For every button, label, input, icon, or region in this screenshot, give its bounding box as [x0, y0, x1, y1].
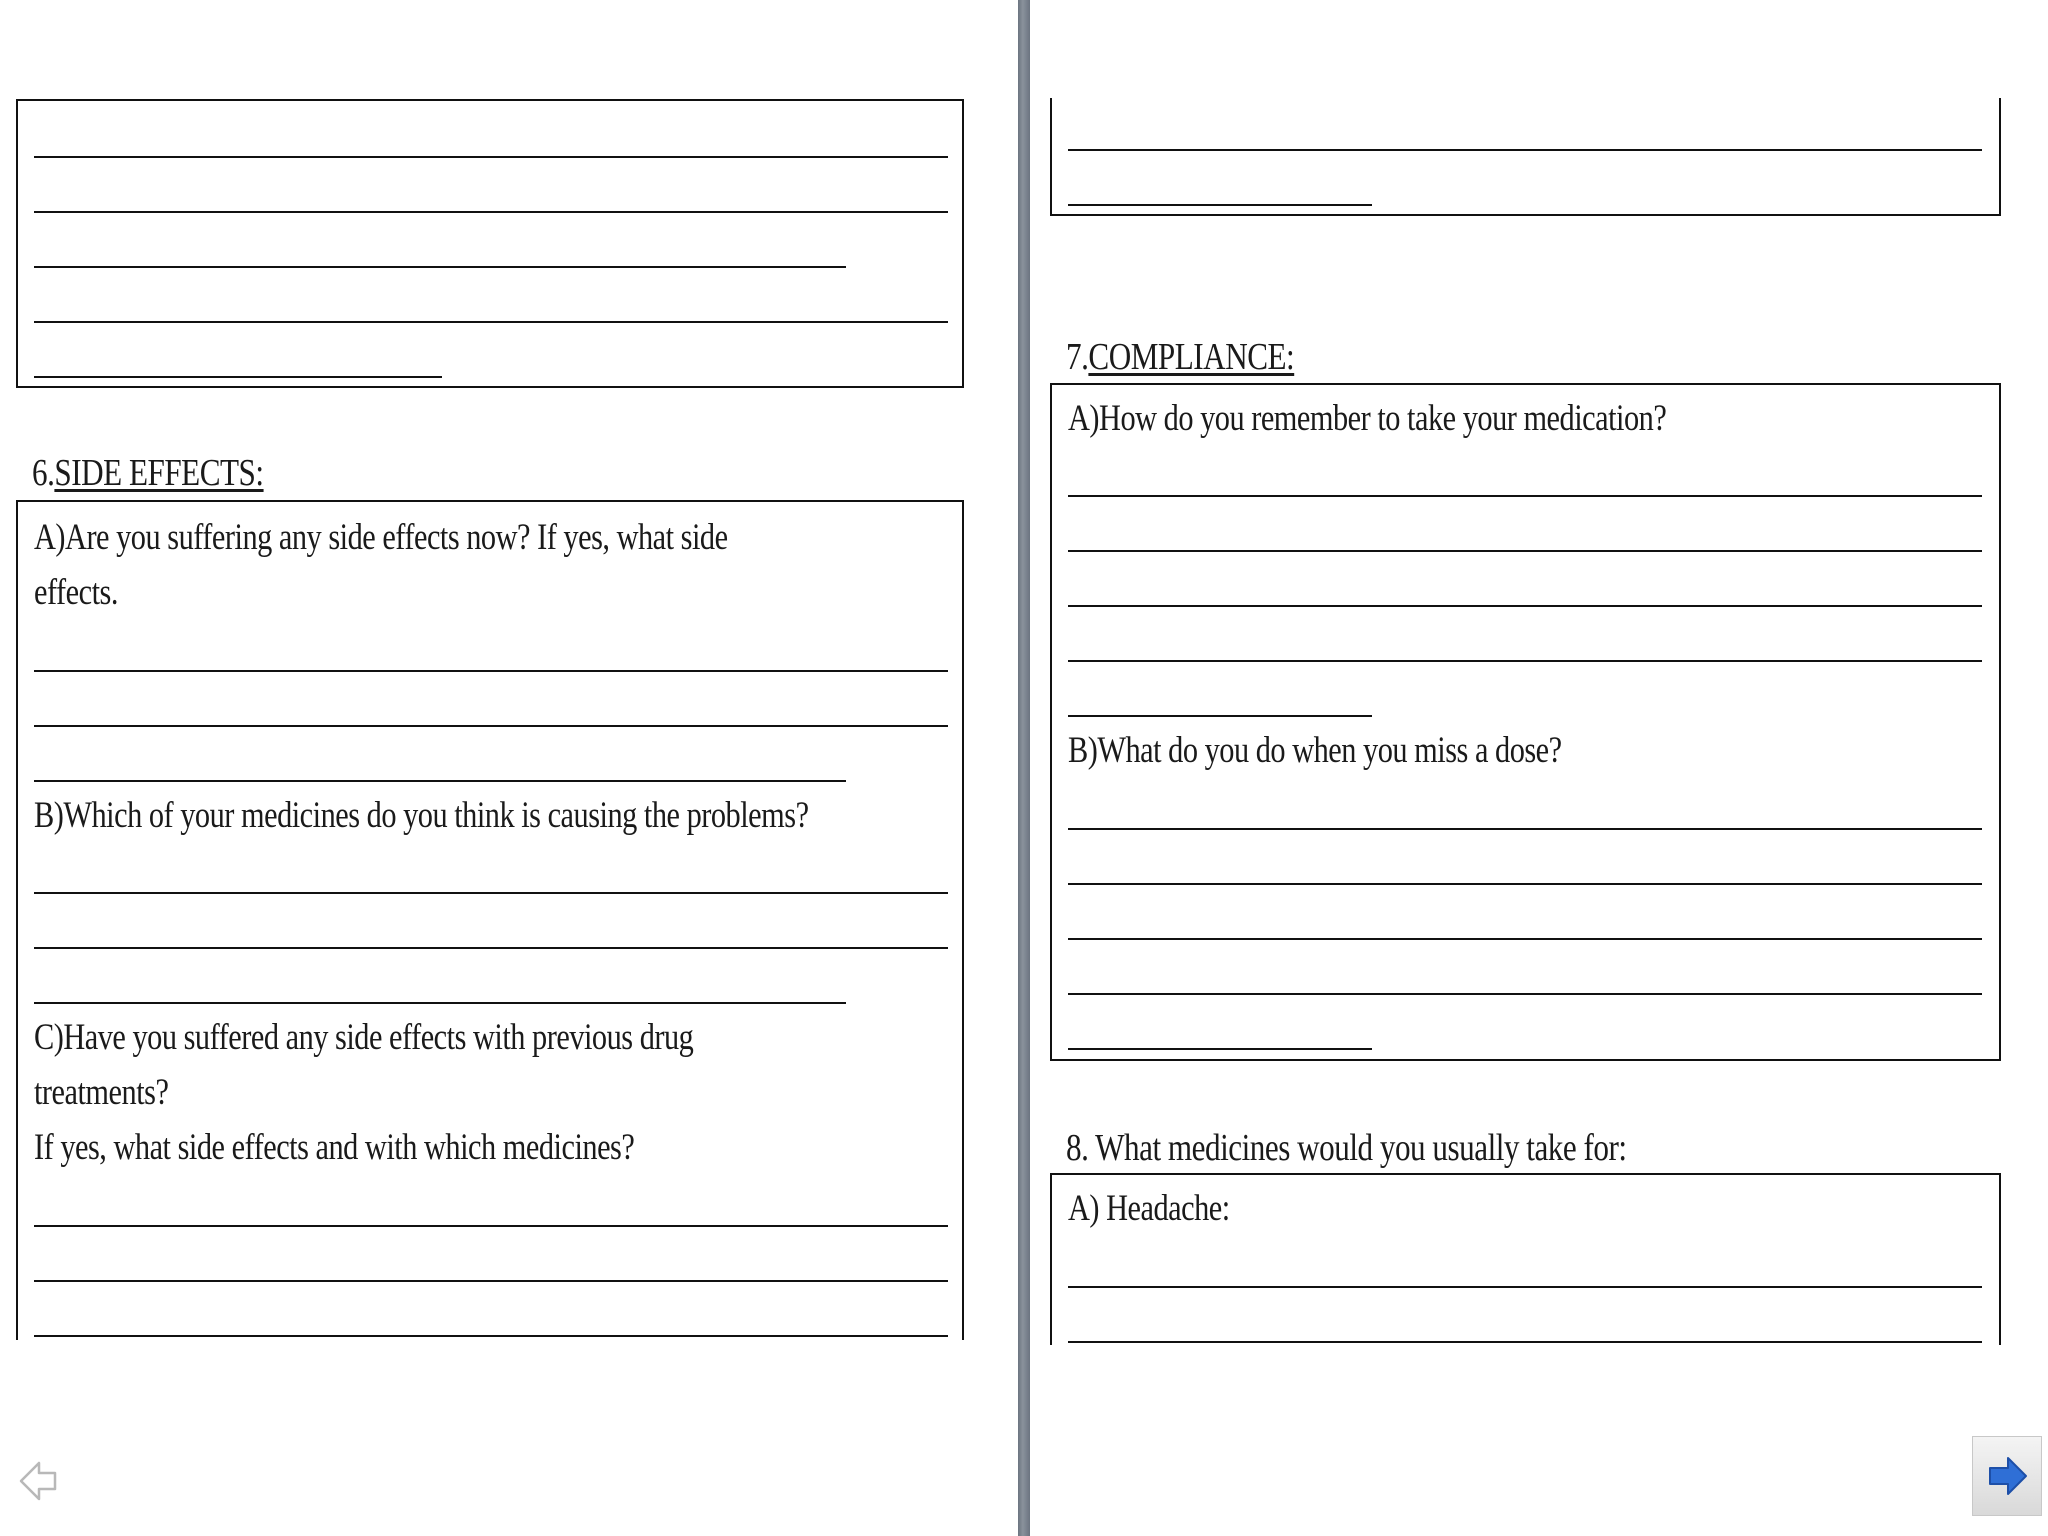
answer-line[interactable]: [34, 1002, 846, 1004]
section7-number: 7.: [1066, 336, 1089, 378]
question-b-text: B)Which of your medicines do you think is causing the problems?: [34, 795, 809, 836]
answer-line[interactable]: [34, 892, 948, 894]
section8-title: 8. What medicines would you usually take for:: [1066, 1127, 1627, 1169]
right-page: [1030, 0, 2048, 1536]
answer-line[interactable]: [1068, 828, 1982, 830]
answer-line[interactable]: [34, 211, 948, 213]
previous-answer-box-right: [1050, 98, 2001, 216]
answer-line[interactable]: [34, 321, 948, 323]
left-page: [0, 0, 1020, 1536]
answer-line[interactable]: [1068, 550, 1982, 552]
question-a-text: A)How do you remember to take your medication?: [1068, 398, 1667, 439]
section7-heading: [1066, 332, 1294, 382]
answer-line[interactable]: [1068, 1286, 1982, 1288]
usual-medicines-box: [1050, 1173, 2001, 1345]
answer-line[interactable]: [1068, 495, 1982, 497]
headache-question-text: A) Headache:: [1068, 1188, 1230, 1229]
answer-line[interactable]: [1068, 715, 1372, 717]
answer-line[interactable]: [34, 1335, 948, 1337]
answer-line[interactable]: [1068, 883, 1982, 885]
answer-line[interactable]: [1068, 660, 1982, 662]
question-b-text: B)What do you do when you miss a dose?: [1068, 730, 1562, 771]
section6-title: SIDE EFFECTS:: [54, 452, 264, 494]
answer-line[interactable]: [1068, 1048, 1372, 1050]
arrow-right-icon: [1986, 1454, 2028, 1498]
previous-page-button[interactable]: [4, 1446, 74, 1516]
answer-line[interactable]: [1068, 1341, 1982, 1343]
answer-line[interactable]: [34, 266, 846, 268]
next-page-button[interactable]: [1972, 1436, 2042, 1516]
answer-line[interactable]: [34, 780, 846, 782]
answer-line[interactable]: [34, 725, 948, 727]
answer-line[interactable]: [34, 376, 442, 378]
answer-line[interactable]: [1068, 938, 1982, 940]
answer-line[interactable]: [1068, 204, 1372, 206]
answer-line[interactable]: [1068, 149, 1982, 151]
question-c-text: C)Have you suffered any side effects with previous drug treatments? If yes, what side effects and with which medicines?: [34, 1017, 694, 1168]
section6-heading: [32, 448, 264, 498]
arrow-left-icon: [19, 1459, 59, 1503]
section7-title: COMPLIANCE:: [1088, 336, 1295, 378]
section8-heading: [1066, 1123, 1627, 1173]
answer-line[interactable]: [1068, 993, 1982, 995]
answer-line[interactable]: [34, 1280, 948, 1282]
answer-line[interactable]: [34, 947, 948, 949]
previous-answer-box: [16, 99, 964, 388]
section6-number: 6.: [32, 452, 55, 494]
page-divider: [1018, 0, 1030, 1536]
answer-line[interactable]: [34, 1225, 948, 1227]
answer-line[interactable]: [34, 670, 948, 672]
answer-line[interactable]: [1068, 605, 1982, 607]
question-a-text: A)Are you suffering any side effects now? If yes, what side effects.: [34, 517, 728, 613]
compliance-box: [1050, 383, 2001, 1061]
answer-line[interactable]: [34, 156, 948, 158]
side-effects-box: [16, 500, 964, 1340]
